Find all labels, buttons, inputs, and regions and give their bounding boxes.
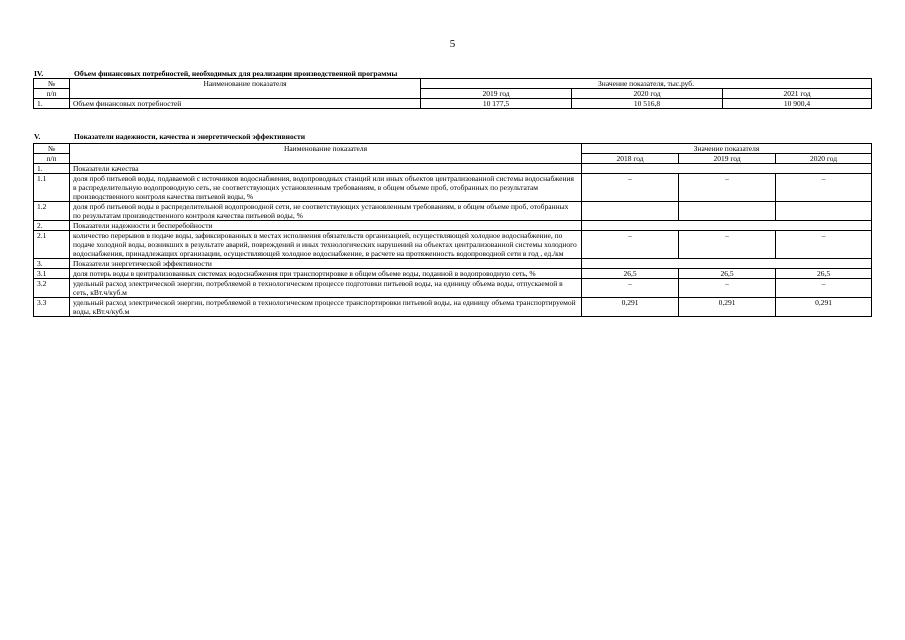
row-value: –	[776, 231, 872, 259]
row-empty	[582, 221, 872, 231]
table-header-row	[34, 144, 872, 154]
row-value: 10 177,5	[421, 99, 572, 109]
section-iv-title: Объем финансовых потребностей, необходимых для реализации производственной программы	[74, 69, 398, 78]
row-value: –	[679, 279, 776, 298]
table-row	[34, 259, 872, 269]
section-v-heading	[34, 132, 305, 141]
row-value: –	[582, 174, 679, 202]
row-name: удельный расход электрической энергии, потребляемой в технологическом процессе транспортировки питьевой воды, на единицу объема транспортируемой воды, кВт.ч/куб.м	[70, 298, 582, 317]
col-header-value: Значение показателя	[582, 144, 872, 154]
row-name: удельный расход электрической энергии, потребляемой в технологическом процессе подготовки питьевой воды, на единицу объема воды, отпускаемой в сеть, кВт.ч/куб.м	[70, 279, 582, 298]
col-header-year: 2021 год	[723, 89, 872, 99]
col-header-year: 2019 год	[679, 154, 776, 164]
row-value: –	[582, 231, 679, 259]
row-number: 1.1	[34, 174, 70, 202]
row-value	[776, 202, 872, 221]
table-row	[34, 164, 872, 174]
section-iv-number: IV.	[34, 69, 44, 78]
row-value	[679, 202, 776, 221]
section-v-number: V.	[34, 132, 41, 141]
row-number: 3.	[34, 259, 70, 269]
row-number: 3.2	[34, 279, 70, 298]
row-value: 0,291	[776, 298, 872, 317]
col-header-no-sub: п/п	[34, 89, 70, 99]
reliability-indicators-table	[33, 143, 872, 317]
row-name: Показатели качества	[70, 164, 582, 174]
row-value: –	[679, 174, 776, 202]
col-header-name: Наименование показателя	[70, 144, 582, 164]
col-header-year: 2018 год	[582, 154, 679, 164]
row-name: Показатели надежности и бесперебойности	[70, 221, 582, 231]
col-header-no: №	[34, 79, 70, 89]
row-number: 1.2	[34, 202, 70, 221]
section-v-title: Показатели надежности, качества и энергетической эффективности	[74, 132, 306, 141]
row-value: –	[582, 279, 679, 298]
row-value: 10 900,4	[723, 99, 872, 109]
row-number: 3.3	[34, 298, 70, 317]
row-value	[582, 202, 679, 221]
row-name: количество перерывов в подаче воды, зафиксированных в местах исполнения обязательств организацией, осуществляющей холодное водоснабжение, по подаче холодной воды, возникших в результате аварий, повреждений и иных технологических нарушений на объектах централизованной системы холодного водоснабжения, принадлежащих организации, осуществляющей холодное водоснабжение, в расчете на протяженность водопроводной сети в год , ед./км	[70, 231, 582, 259]
row-name: Показатели энергетической эффективности	[70, 259, 582, 269]
col-header-year: 2019 год	[421, 89, 572, 99]
row-value: 10 516,8	[572, 99, 723, 109]
col-header-name: Наименование показателя	[70, 79, 421, 99]
table-row	[34, 231, 872, 259]
table-row	[34, 298, 872, 317]
financial-needs-table	[33, 78, 872, 109]
row-empty	[582, 259, 872, 269]
col-header-year: 2020 год	[776, 154, 872, 164]
page-number: 5	[449, 38, 456, 50]
row-value: 26,5	[679, 269, 776, 279]
row-number: 2.1	[34, 231, 70, 259]
table-row	[34, 99, 872, 109]
table-row	[34, 221, 872, 231]
table-header-row	[34, 79, 872, 89]
table-row	[34, 279, 872, 298]
row-empty	[582, 164, 872, 174]
row-value: 26,5	[582, 269, 679, 279]
row-number: 3.1	[34, 269, 70, 279]
row-value: –	[679, 231, 776, 259]
row-number: 1.	[34, 99, 70, 109]
row-name: доля проб питьевой воды, подаваемой с источников водоснабжения, водопроводных станций или иных объектов централизованной системы водоснабжения в распределительную водопроводную сеть, не соответствующих установленным требованиям, в общем объеме проб, отобранных по результатам производственного контроля качества питьевой воды, %	[70, 174, 582, 202]
row-value: 0,291	[679, 298, 776, 317]
row-value: 26,5	[776, 269, 872, 279]
row-name: доля проб питьевой воды в распределительной водопроводной сети, не соответствующих установленным требованиям, в общем объеме проб, отобранных по результатам производственного контроля качества питьевой воды, %	[70, 202, 582, 221]
row-number: 1.	[34, 164, 70, 174]
col-header-year: 2020 год	[572, 89, 723, 99]
col-header-no-sub: п/п	[34, 154, 70, 164]
table-row	[34, 202, 872, 221]
row-value: –	[776, 174, 872, 202]
row-name: доля потерь воды в централизованных системах водоснабжения при транспортировке в общем объеме воды, поданной в водопроводную сеть, %	[70, 269, 582, 279]
row-number: 2.	[34, 221, 70, 231]
col-header-no: №	[34, 144, 70, 154]
table-row	[34, 269, 872, 279]
col-header-value: Значение показателя, тыс.руб.	[421, 79, 872, 89]
table-row	[34, 174, 872, 202]
section-iv-heading	[34, 69, 397, 78]
row-name: Объем финансовых потребностей	[70, 99, 421, 109]
row-value: –	[776, 279, 872, 298]
row-value: 0,291	[582, 298, 679, 317]
